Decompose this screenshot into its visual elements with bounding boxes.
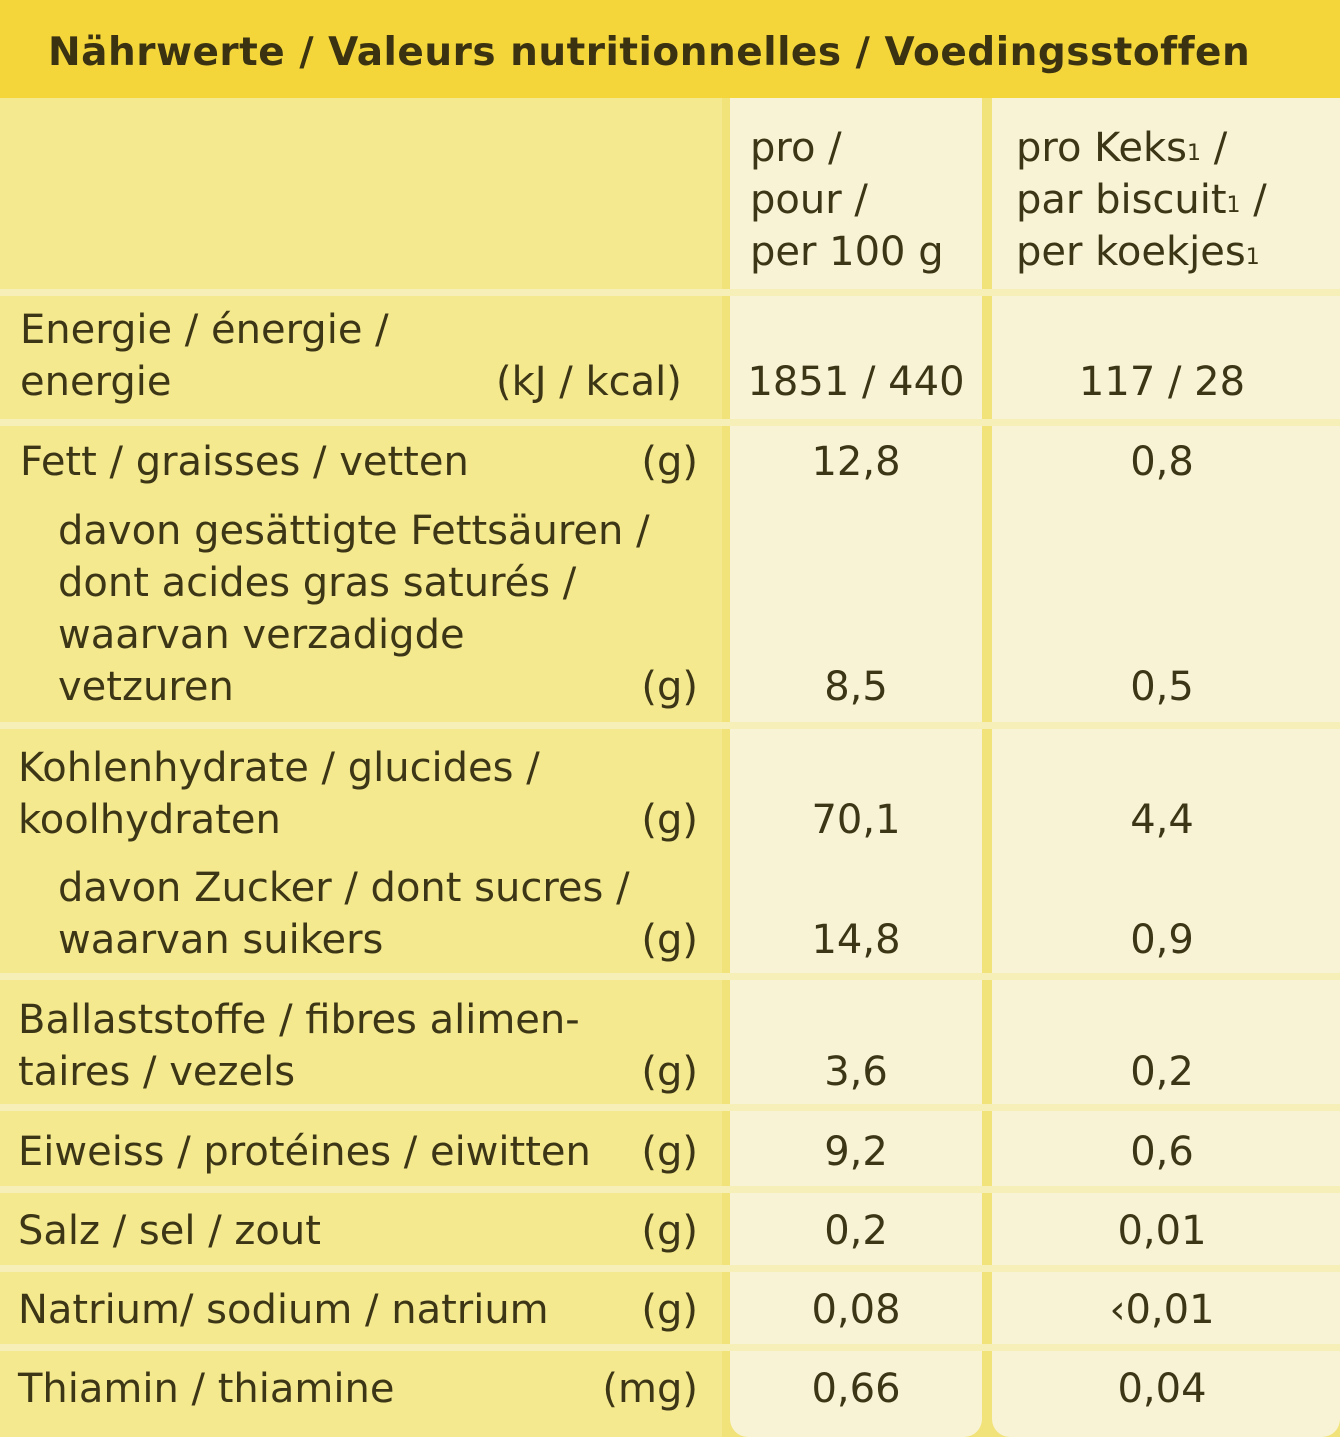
unit-kohlenhydrate: (g) xyxy=(641,797,698,843)
header-line: par biscuit$^1$ / xyxy=(1016,177,1267,223)
unit-salz: (g) xyxy=(641,1208,698,1254)
row-divider xyxy=(0,722,1340,729)
value-eiweiss-biscuit: 0,6 xyxy=(1130,1129,1194,1175)
value-gesaettigt-100g: 8,5 xyxy=(824,664,888,710)
row-label-salz: Salz / sel / zout xyxy=(18,1208,321,1254)
value-thiamin-100g: 0,66 xyxy=(811,1366,901,1412)
value-natrium-biscuit: ‹0,01 xyxy=(1109,1287,1215,1333)
unit-thiamin: (mg) xyxy=(602,1366,698,1412)
row-divider xyxy=(0,419,1340,426)
value-energie-biscuit: 117 / 28 xyxy=(1078,359,1246,405)
value-energie-100g: 1851 / 440 xyxy=(747,359,965,405)
value-kohlenhydrate-100g: 70,1 xyxy=(811,797,901,843)
header-line: pro Keks$^1$ / xyxy=(1016,125,1228,171)
header-per-biscuit xyxy=(1016,122,1267,278)
row-label-kohlenhydrate: Kohlenhydrate / glucides / koolhydraten xyxy=(18,745,540,843)
header-per-100g xyxy=(750,122,944,278)
header-line: pour / xyxy=(750,177,868,223)
row-label-natrium: Natrium/ sodium / natrium xyxy=(18,1287,549,1333)
value-zucker-100g: 14,8 xyxy=(811,917,901,963)
value-natrium-100g: 0,08 xyxy=(811,1287,901,1333)
value-ballast-100g: 3,6 xyxy=(824,1049,888,1095)
row-label-eiweiss: Eiweiss / protéines / eiwitten xyxy=(18,1129,591,1175)
row-label-energie: Energie / énergie / energie xyxy=(20,307,389,405)
value-fett-100g: 12,8 xyxy=(811,439,901,485)
header-line: pro / xyxy=(750,125,842,171)
table-title: Nährwerte / Valeurs nutritionnelles / Voedingsstoffen xyxy=(0,0,1340,98)
row-divider xyxy=(0,973,1340,980)
row-label-ballast: Ballaststoffe / fibres alimen- taires / vezels xyxy=(18,997,580,1095)
row-label-fett: Fett / graisses / vetten xyxy=(20,439,469,485)
row-divider xyxy=(0,1265,1340,1272)
value-thiamin-biscuit: 0,04 xyxy=(1117,1366,1207,1412)
row-label-gesaettigt: davon gesättigte Fettsäuren / dont acides gras saturés / waarvan verzadigde vetzuren xyxy=(58,508,650,710)
value-fett-biscuit: 0,8 xyxy=(1130,439,1194,485)
header-line: per koekjes$^1$ xyxy=(1016,229,1260,275)
unit-eiweiss: (g) xyxy=(641,1129,698,1175)
row-divider xyxy=(0,1186,1340,1193)
row-label-zucker: davon Zucker / dont sucres / waarvan suikers xyxy=(58,865,630,963)
value-kohlenhydrate-biscuit: 4,4 xyxy=(1130,797,1194,843)
row-divider xyxy=(0,1344,1340,1351)
unit-fett: (g) xyxy=(641,439,698,485)
value-zucker-biscuit: 0,9 xyxy=(1130,917,1194,963)
row-divider xyxy=(0,1104,1340,1111)
value-eiweiss-100g: 9,2 xyxy=(824,1129,888,1175)
unit-gesaettigt: (g) xyxy=(641,664,698,710)
value-salz-biscuit: 0,01 xyxy=(1117,1208,1207,1254)
value-salz-100g: 0,2 xyxy=(824,1208,888,1254)
row-label-thiamin: Thiamin / thiamine xyxy=(18,1366,395,1412)
unit-energie: (kJ / kcal) xyxy=(496,359,682,405)
row-divider xyxy=(0,289,1340,296)
header-line: per 100 g xyxy=(750,229,944,275)
unit-natrium: (g) xyxy=(641,1287,698,1333)
value-ballast-biscuit: 0,2 xyxy=(1130,1049,1194,1095)
value-gesaettigt-biscuit: 0,5 xyxy=(1130,664,1194,710)
unit-zucker: (g) xyxy=(641,917,698,963)
unit-ballast: (g) xyxy=(641,1049,698,1095)
